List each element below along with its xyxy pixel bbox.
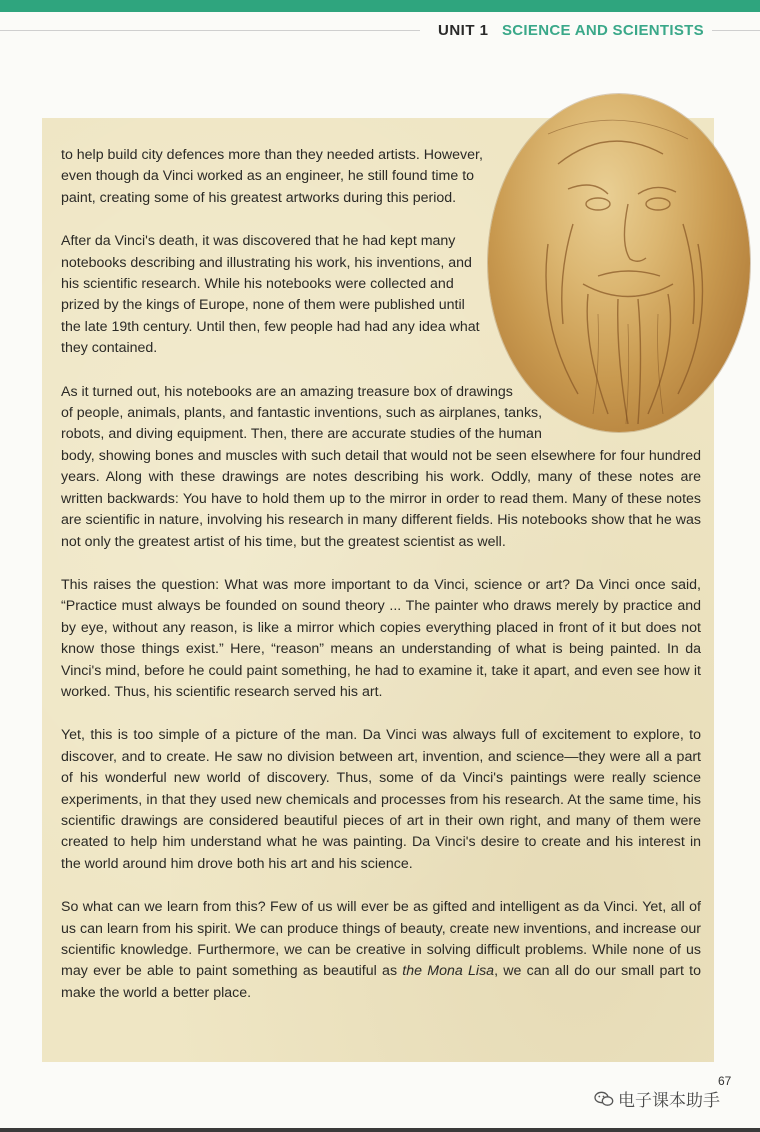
watermark-text: 电子课本助手	[618, 1091, 720, 1110]
bottom-rule	[0, 1128, 760, 1132]
paragraph: to help build city defences more than they needed artists. However, even though da Vinci worked as an engineer, he still found time to paint, creating some of his greatest artworks during this period.	[61, 147, 483, 206]
unit-label: UNIT 1	[438, 22, 489, 39]
painting-title: the Mona Lisa	[402, 963, 495, 980]
paragraph-line: robots, and diving equipment. Then, there are accurate studies of the human	[61, 426, 542, 443]
paragraph-text: , we can all do our small part to make the world a better place.	[61, 963, 701, 1001]
paragraph-line: As it turned out, his notebooks are an amazing treasure box of drawings	[61, 383, 513, 400]
top-color-bar	[0, 0, 760, 12]
header-rule	[0, 30, 420, 31]
article-body	[61, 145, 701, 1026]
paragraph: After da Vinci's death, it was discovered that he had kept many notebooks describing and illustrating his work, his inventions, and his scientific research. While his notebooks were collected and prized by the kings of Europe, none of them were published until the late 19th century. Until then, few people had had any idea what they contained.	[61, 233, 480, 357]
watermark	[594, 1086, 720, 1111]
paragraph-text: body, showing bones and muscles with such detail that would not be seen elsewhere for four hundred years. Along with these drawings are notes describing his work. Oddly, many of these notes are written backwards: You have to hold them up to the mirror in order to read them. Many of these notes are scientific in nature, involving his research in many different fields. His notebooks show that he was not only the greatest artist of his time, but the greatest scientist as well.	[61, 447, 701, 550]
paragraph-text: So what can we learn from this? Few of us will ever be as gifted and intelligent as da Vinci. Yet, all of us can learn from his spirit. We can produce things of beauty, create new inventions, and increase our scientific knowledge. Furthermore, we can be creative in solving difficult problems. While none of us may ever be able to paint something as beautiful as	[61, 899, 701, 980]
wechat-icon	[594, 1091, 614, 1107]
paragraph: This raises the question: What was more important to da Vinci, science or art? Da Vinci once said, “Practice must always be founded on sound theory ... The painter who draws merely by practice and by eye, without any reason, is like a mirror which copies everything placed in front of it but does not know those things exist.” Here, “reason” means an understanding of what is being painted. In da Vinci's mind, before he could paint something, he had to examine it, take it apart, and even see how it worked. Thus, his scientific research served his art.	[61, 576, 701, 700]
paragraph-line: of people, animals, plants, and fantastic inventions, such as airplanes, tanks,	[61, 405, 543, 422]
header-rule	[712, 30, 760, 31]
paragraph	[61, 382, 701, 553]
page-number: 67	[718, 1074, 732, 1088]
paragraph	[61, 897, 701, 1004]
paragraph: Yet, this is too simple of a picture of the man. Da Vinci was always full of excitement to explore, to discover, and to create. He saw no division between art, invention, and science—they were all a part of his wonderful new world of discovery. Thus, some of da Vinci's paintings were really science experiments, in that they used new chemicals and processes from his research. At the same time, his scientific drawings are considered beautiful pieces of art in their own right, and many of them were created to help him understand what he was painting. Da Vinci's desire to create and his interest in the world around him drove both his art and his science.	[61, 727, 701, 872]
unit-title: SCIENCE AND SCIENTISTS	[502, 22, 704, 39]
